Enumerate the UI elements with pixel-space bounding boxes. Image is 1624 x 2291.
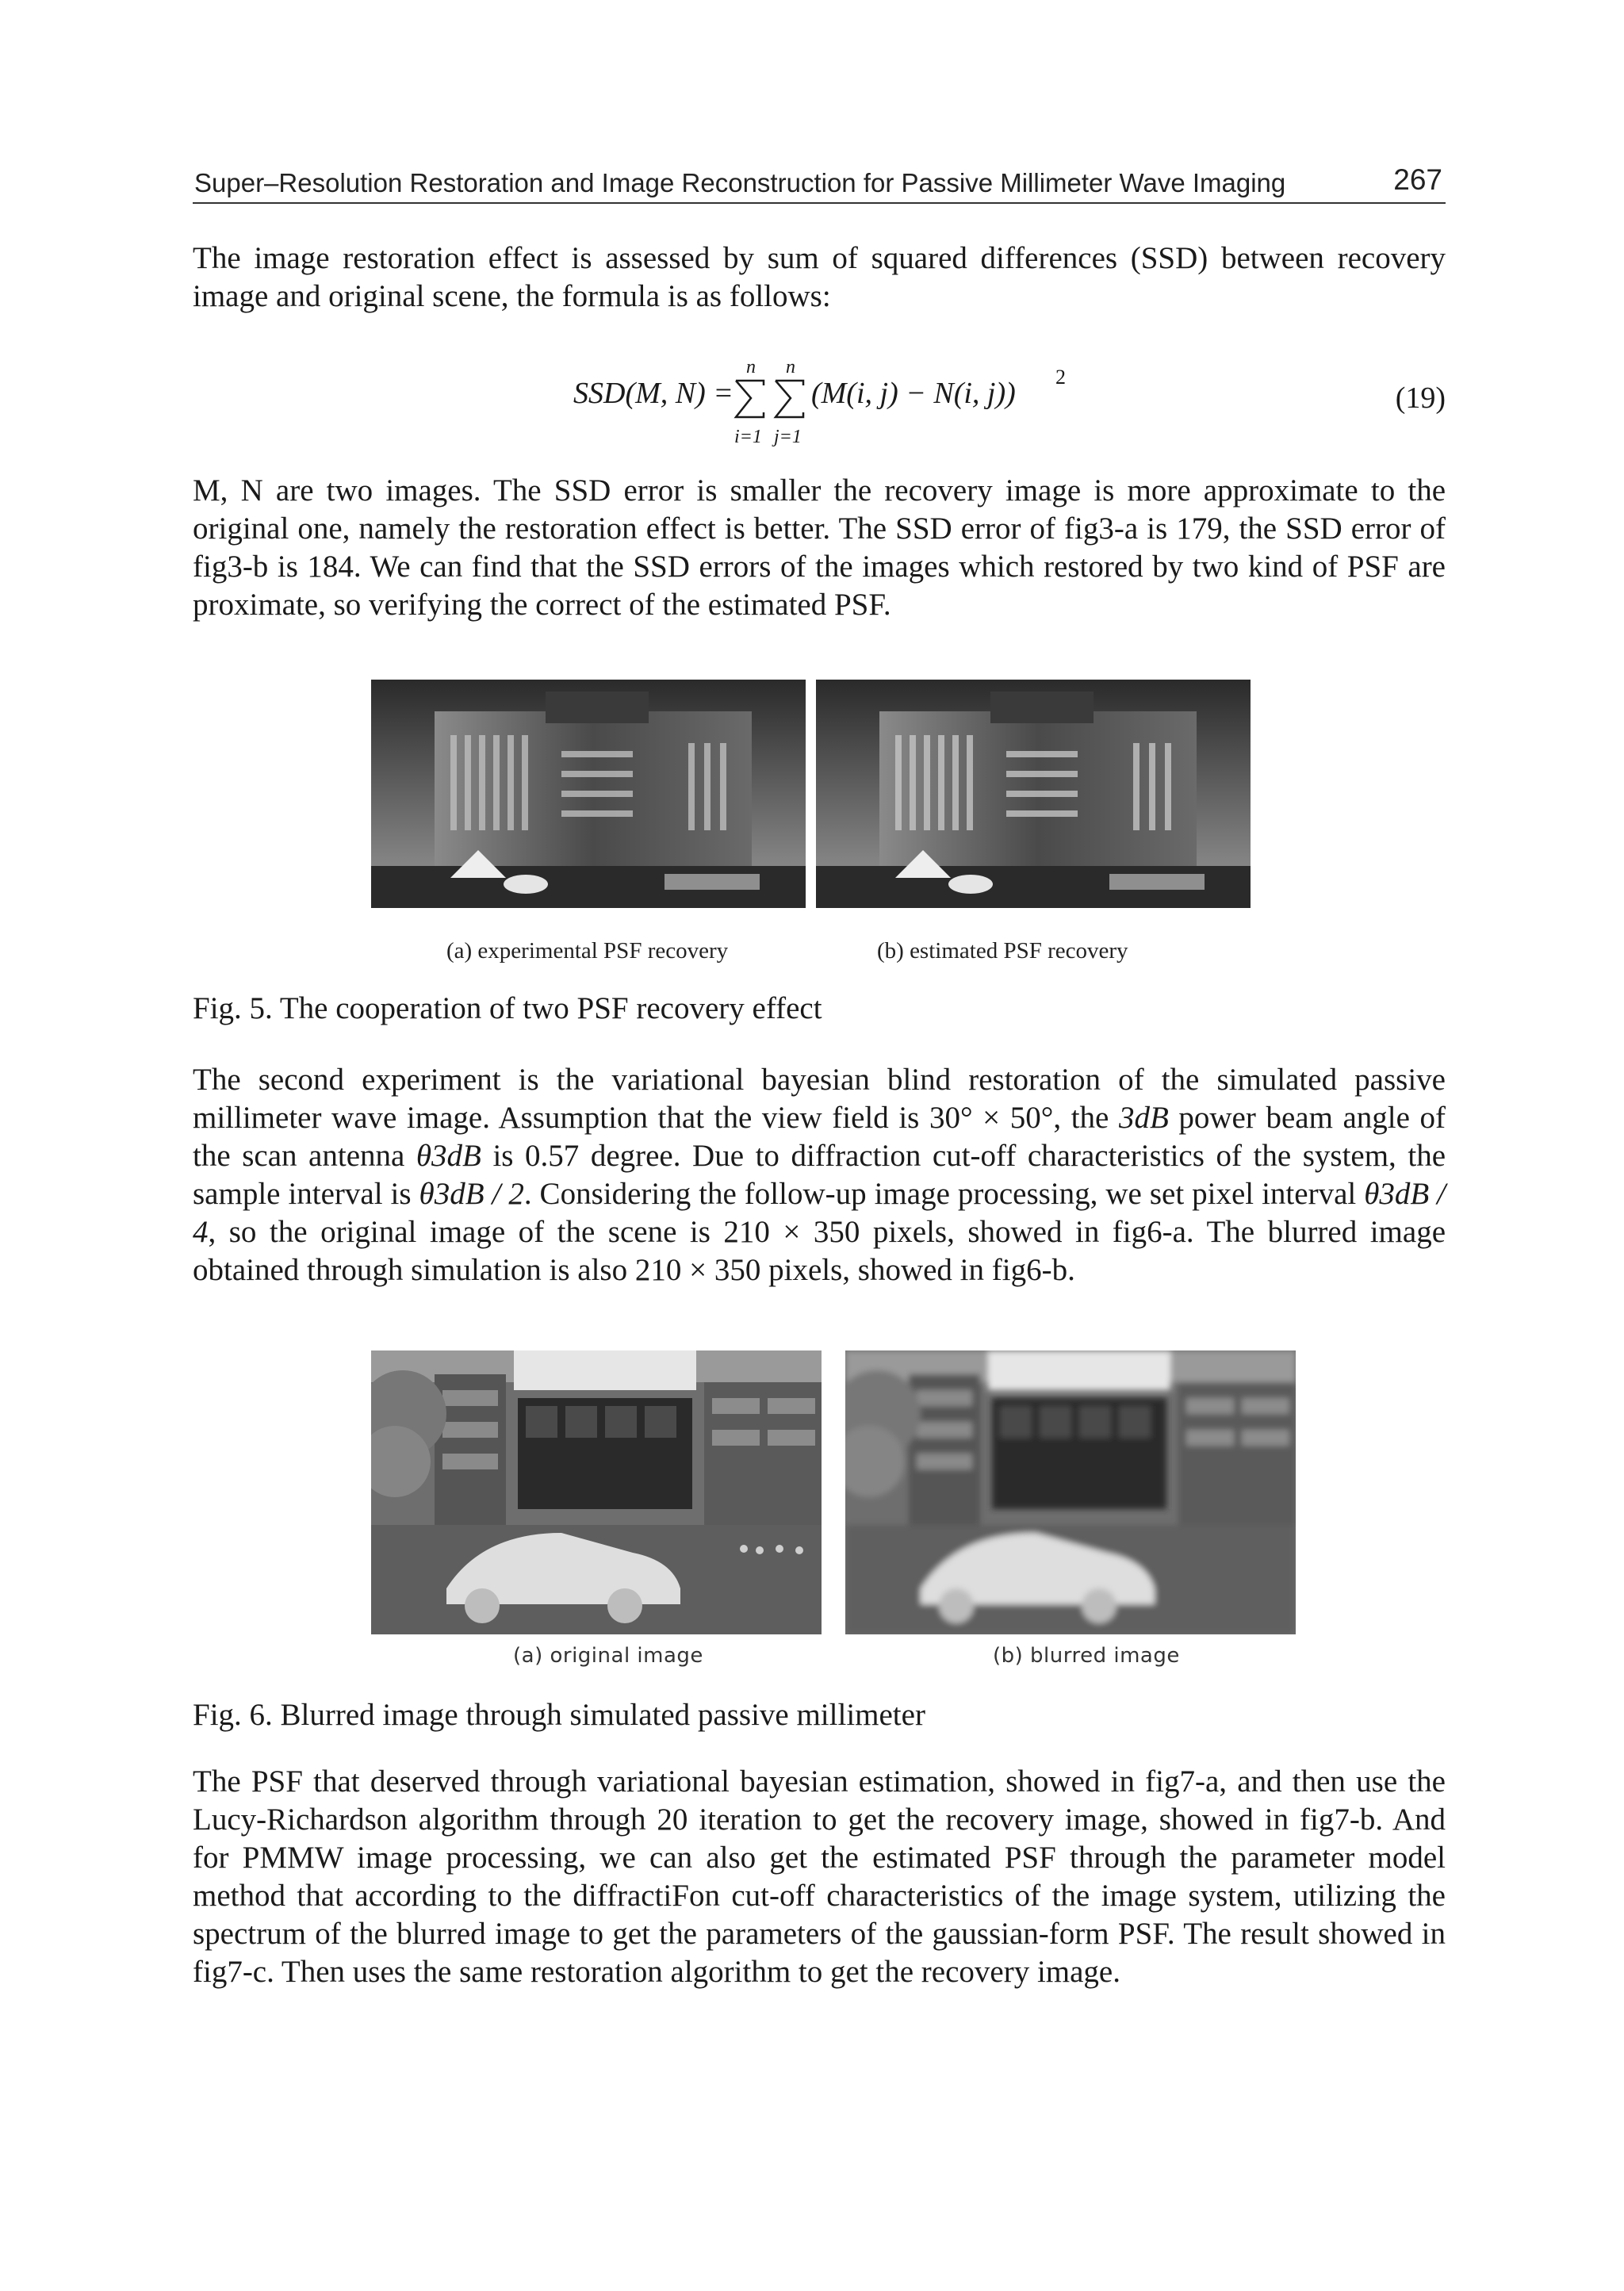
- equation-formula: [573, 349, 1287, 452]
- p3-theta: θ3dB: [416, 1139, 481, 1173]
- p3-text-f: , so the original image of the scene is: [208, 1215, 710, 1249]
- p3-text-g: pixels, showed in fig6-a. The blurred image obtained through simulation is also: [193, 1215, 1446, 1287]
- equation-19: [193, 349, 1446, 452]
- p3-text-c: power beam angle of the scan antenna: [193, 1101, 1446, 1173]
- paragraph-ssd-result: M, N are two images. The SSD error is smaller the recovery image is more approximate to the original one, namely the restoration effect is better. The SSD error of fig3-a is 179, the SSD error of fig3-b is 184. We can find that the SSD errors of the images which restored by two kind of PSF are proximate, so verifying the correct of the estimated PSF.: [193, 473, 1446, 622]
- equation-body: (M(i, j) − N(i, j)): [811, 377, 1016, 410]
- sum-lower-i: i=1: [734, 427, 762, 447]
- p3-text-e: . Considering the follow-up image processing, we set pixel interval: [523, 1177, 1357, 1211]
- p3-text-a: The second experiment is the variational bayesian blind restoration of the simulated passive millimeter wave image. Assumption that the view field is: [193, 1063, 1446, 1135]
- p3-quarter: θ3dB / 4: [193, 1177, 1446, 1249]
- fig6-caption: Fig. 6. Blurred image through simulated passive millimeter: [193, 1698, 925, 1732]
- sum-lower-j: j=1: [774, 427, 802, 447]
- fig5b-image: [816, 680, 1251, 908]
- fig5-caption: Fig. 5. The cooperation of two PSF recovery effect: [193, 991, 822, 1025]
- fig5a-image: [371, 680, 806, 908]
- fig5-subcaption-a: (a) experimental PSF recovery: [446, 938, 729, 964]
- equation-lhs: SSD(M, N) =: [573, 377, 733, 410]
- fig6b-image: [845, 1350, 1296, 1634]
- fig6-subcaption-a: (a) original image: [513, 1644, 703, 1668]
- fig6-subcaption-b: (b) blurred image: [993, 1644, 1180, 1668]
- sum-sign-i: [736, 381, 764, 417]
- equation-exponent: 2: [1055, 366, 1066, 389]
- p3-text-d: is 0.57 degree. Due to diffraction cut-off characteristics of the system, the sample interval is: [193, 1139, 1446, 1211]
- p3-size-1: 210 × 350: [723, 1215, 860, 1249]
- page-number: 267: [1393, 163, 1442, 196]
- fig5-subcaption-b: (b) estimated PSF recovery: [877, 938, 1128, 964]
- p3-size-2: 210 × 350: [634, 1253, 761, 1287]
- sum-upper-i: n: [746, 357, 756, 377]
- running-header: [193, 163, 1446, 204]
- fig6a-image: [371, 1350, 822, 1634]
- paragraph-ssd-intro: The image restoration effect is assessed by sum of squared differences (SSD) between recovery image and original scene, the formula is as follows:: [193, 241, 1446, 313]
- p3-text-b: , the: [1053, 1101, 1109, 1135]
- sum-upper-j: n: [786, 357, 795, 377]
- p3-half: θ3dB / 2: [419, 1177, 524, 1211]
- equation-number: (19): [1395, 381, 1446, 415]
- paragraph-second-experiment: [193, 1061, 1446, 1289]
- p3-fov: 30° × 50°: [929, 1101, 1054, 1135]
- running-title: Super–Resolution Restoration and Image Reconstruction for Passive Millimeter Wave Imaging: [194, 168, 1286, 197]
- paragraph-psf-estimation: The PSF that deserved through variational bayesian estimation, showed in fig7-a, and then use the Lucy-Richardson algorithm through 20 iteration to get the recovery image, showed in fig7-b. And for PMMW image processing, we can also get the estimated PSF through the parameter model method that according to the diffractiFon cut-off characteristics of the image system, utilizing the spectrum of the blurred image to get the parameters of the gaussian-form PSF. The result showed in fig7-c. Then uses the same restoration algorithm to get the recovery image.: [193, 1764, 1446, 1989]
- p3-3db: 3dB: [1118, 1101, 1169, 1135]
- sum-sign-j: [776, 381, 803, 417]
- p3-text-h: pixels, showed in fig6-b.: [768, 1253, 1075, 1287]
